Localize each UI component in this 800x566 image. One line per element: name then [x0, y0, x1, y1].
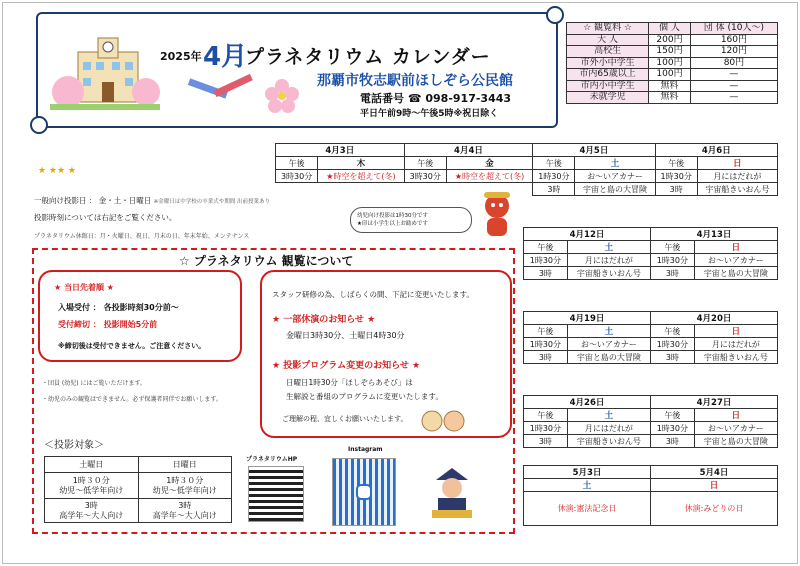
program-title: 宇宙船きいおん号	[697, 183, 777, 196]
time-of-day: 午後	[655, 157, 697, 170]
program-change-title: ★ 投影プログラム変更のお知らせ ★	[272, 361, 421, 371]
closure-note: 休演:憲法記念日	[524, 492, 651, 526]
schedule-week-2	[523, 227, 778, 280]
phone-number: 電話番号 ☎ 098-917-3443	[360, 92, 512, 105]
program-change-line-1: 日曜日1時30分「ほしぞらあそび」は	[286, 378, 413, 387]
weekday: 土	[575, 157, 655, 170]
show-time: 3時	[650, 267, 694, 280]
fee-header-cell: 個 人	[649, 23, 691, 35]
stars-decoration: ★ ★★ ★	[38, 166, 76, 176]
staff-training-note: スタッフ研修の為、しばらくの間、下記に変更いたします。	[272, 290, 474, 299]
show-time: 3時30分	[404, 170, 446, 183]
fee-row	[567, 80, 778, 92]
instagram-label: Instagram	[348, 446, 383, 453]
audience-cell: 3時 高学年～大人向け	[45, 499, 139, 523]
weekday: 日	[694, 241, 777, 254]
program-title: 宇宙と島の大冒険	[694, 267, 777, 280]
fee-header-cell: 団 体 (10人～)	[690, 23, 777, 35]
show-time: 3時30分	[276, 170, 318, 183]
program-title: 月にはだれが	[567, 422, 650, 435]
intro-line-2: 投影時刻については右記をご覧ください。	[34, 213, 177, 222]
schedule-date: 4月20日	[650, 312, 777, 325]
fee-group: 80円	[690, 57, 777, 69]
page-title: プラネタリウム カレンダー	[245, 46, 491, 68]
hp-qr-code[interactable]	[248, 466, 304, 522]
show-time: 3時	[524, 435, 568, 448]
weekday: 金	[446, 157, 532, 170]
fee-table	[566, 22, 778, 104]
month: 4月	[203, 42, 248, 72]
venue-name: 那覇市牧志駅前ほしぞら公民館	[317, 73, 513, 89]
closure-title: ★ 一部休演のお知らせ ★	[272, 315, 376, 325]
same-day-title: ★ 当日先着順 ★	[54, 283, 114, 292]
program-title: 宇宙船きいおん号	[567, 267, 650, 280]
show-time: 3時	[655, 183, 697, 196]
time-of-day: 午後	[524, 241, 568, 254]
weekday: 土	[524, 479, 651, 492]
fee-header-row	[567, 23, 778, 35]
fee-header-cell: ☆ 観覧料 ☆	[567, 23, 649, 35]
thanks-note: ご理解の程、宜しくお願いいたします。	[282, 415, 408, 423]
audience-cell: 1時３０分 幼児～低学年向け	[138, 473, 232, 499]
schedule-date: 4月3日	[276, 144, 405, 157]
fee-category: 未就学児	[567, 92, 649, 104]
fee-group: —	[690, 80, 777, 92]
closure-note: 休演:みどりの日	[651, 492, 778, 526]
fee-group: 120円	[690, 46, 777, 58]
schedule-week-1	[275, 143, 778, 196]
audience-table	[44, 456, 232, 523]
schedule-may	[523, 465, 778, 526]
program-title: 宇宙船きいおん号	[694, 351, 777, 364]
show-time: 3時	[524, 267, 568, 280]
schedule-week-4	[523, 395, 778, 448]
time-of-day: 午後	[533, 157, 575, 170]
closed-days: プラネタリウム休館日：月・火曜日、祝日、月末の日、年末年始、メンテナンス	[34, 233, 250, 240]
show-time: 1時30分	[650, 338, 694, 351]
animals-illustration	[418, 405, 468, 435]
time-of-day: 午後	[650, 409, 694, 422]
fee-individual: 無料	[649, 80, 691, 92]
program-title: 宇宙と島の大冒険	[567, 351, 650, 364]
schedule-week-3	[523, 311, 778, 364]
program-title: 月にはだれが	[694, 338, 777, 351]
program-title: お～いアカナー	[567, 338, 650, 351]
fee-category: 大 人	[567, 34, 649, 46]
weekday: 日	[697, 157, 777, 170]
program-title: 宇宙と島の大冒険	[694, 435, 777, 448]
fee-individual: 150円	[649, 46, 691, 58]
schedule-date: 4月13日	[650, 228, 777, 241]
show-time: 3時	[650, 351, 694, 364]
notice-title: ☆ プラネタリウム 観覧について	[175, 252, 357, 269]
schedule-date: 4月12日	[524, 228, 651, 241]
schedule-date: 4月26日	[524, 396, 651, 409]
fee-row	[567, 92, 778, 104]
audience-cell: 3時 高学年～大人向け	[138, 499, 232, 523]
show-time: 1時30分	[524, 338, 568, 351]
weekday: 木	[318, 157, 404, 170]
program-title: お～いアカナー	[694, 422, 777, 435]
time-of-day: 午後	[650, 241, 694, 254]
time-of-day: 午後	[524, 325, 568, 338]
schedule-date: 4月19日	[524, 312, 651, 325]
show-days-note: ※金曜日は中学校の卒業式や期間 出前授業あり	[153, 199, 271, 205]
show-time: 1時30分	[655, 170, 697, 183]
weekday: 土	[567, 325, 650, 338]
show-time: 1時30分	[533, 170, 575, 183]
fee-row	[567, 34, 778, 46]
audience-cell: 1時３０分 幼児～低学年向け	[45, 473, 139, 499]
schedule-date: 5月4日	[651, 466, 778, 479]
fee-group: —	[690, 92, 777, 104]
time-of-day: 午後	[276, 157, 318, 170]
instagram-icon	[356, 484, 372, 500]
flower-illustration	[262, 76, 302, 116]
notice-bullet-1: ・団員 (幼児) にはご覧いただけます。	[42, 380, 147, 387]
fee-group: —	[690, 69, 777, 81]
program-title: ★時空を超えて(冬)	[446, 170, 532, 183]
schedule-date: 4月6日	[655, 144, 777, 157]
opening-hours: 平日午前9時～午後5時※祝日除く	[360, 109, 499, 119]
scroll-curl-right	[546, 6, 564, 24]
show-time: 3時	[524, 351, 568, 364]
reception-time: 入場受付 ： 各投影時刻30分前～	[58, 303, 179, 312]
time-of-day: 午後	[404, 157, 446, 170]
fee-category: 市外小中学生	[567, 57, 649, 69]
fee-row	[567, 46, 778, 58]
closure-body: 金曜日3時30分、土曜日4時30分	[286, 331, 405, 340]
program-title: お～いアカナー	[575, 170, 655, 183]
program-title: ★時空を超えて(冬)	[318, 170, 404, 183]
deadline-time: 受付締切 ： 投影開始5分前	[58, 320, 158, 329]
audience-header: 日曜日	[138, 457, 232, 473]
show-time: 3時	[533, 183, 575, 196]
notice-bullet-2: ・幼児のみの観覧はできません。必ず保護者同伴でお願いします。	[42, 396, 222, 403]
show-time: 3時	[650, 435, 694, 448]
program-title: 宇宙と島の大冒険	[575, 183, 655, 196]
show-time: 1時30分	[524, 422, 568, 435]
audience-title: ＜投影対象＞	[44, 440, 104, 451]
weekday: 日	[694, 409, 777, 422]
mascot-illustration	[476, 190, 518, 242]
schedule-date: 4月27日	[650, 396, 777, 409]
time-of-day: 午後	[650, 325, 694, 338]
show-time: 1時30分	[524, 254, 568, 267]
program-title: お～いアカナー	[694, 254, 777, 267]
show-days: 一般向け投影日 ： 金・土・日曜日	[34, 196, 152, 205]
deadline-note: ※締切後は受付できません。ご注意ください。	[58, 342, 206, 350]
program-change-line-2: 生解説と番組のプログラムに変更いたします。	[286, 392, 443, 401]
info-bubble: 幼児向け投影は1時30分です ★印は小学生以上お勧めです	[350, 207, 472, 233]
astronomer-mascot-illustration	[426, 466, 478, 524]
program-title: 月にはだれが	[697, 170, 777, 183]
fee-individual: 100円	[649, 69, 691, 81]
intro-line-1	[34, 195, 270, 208]
fee-group: 160円	[690, 34, 777, 46]
fee-individual: 無料	[649, 92, 691, 104]
weekday: 日	[651, 479, 778, 492]
schedule-date: 5月3日	[524, 466, 651, 479]
scroll-curl-left	[30, 116, 48, 134]
fee-individual: 200円	[649, 34, 691, 46]
show-time: 1時30分	[650, 254, 694, 267]
program-title: 宇宙船きいおん号	[567, 435, 650, 448]
time-of-day: 午後	[524, 409, 568, 422]
program-title: 月にはだれが	[567, 254, 650, 267]
schedule-date: 4月4日	[404, 144, 533, 157]
pencils-illustration	[183, 70, 263, 110]
weekday: 土	[567, 241, 650, 254]
weekday: 土	[567, 409, 650, 422]
fee-row	[567, 69, 778, 81]
fee-category: 市内65歳以上	[567, 69, 649, 81]
fee-category: 市内小中学生	[567, 80, 649, 92]
school-illustration	[50, 30, 160, 120]
fee-category: 高校生	[567, 46, 649, 58]
audience-header: 土曜日	[45, 457, 139, 473]
year: 2025年	[160, 50, 202, 63]
fee-row	[567, 57, 778, 69]
show-time: 1時30分	[650, 422, 694, 435]
hp-label: プラネタリウムHP	[246, 456, 298, 463]
weekday: 日	[694, 325, 777, 338]
schedule-date: 4月5日	[533, 144, 655, 157]
fee-individual: 100円	[649, 57, 691, 69]
